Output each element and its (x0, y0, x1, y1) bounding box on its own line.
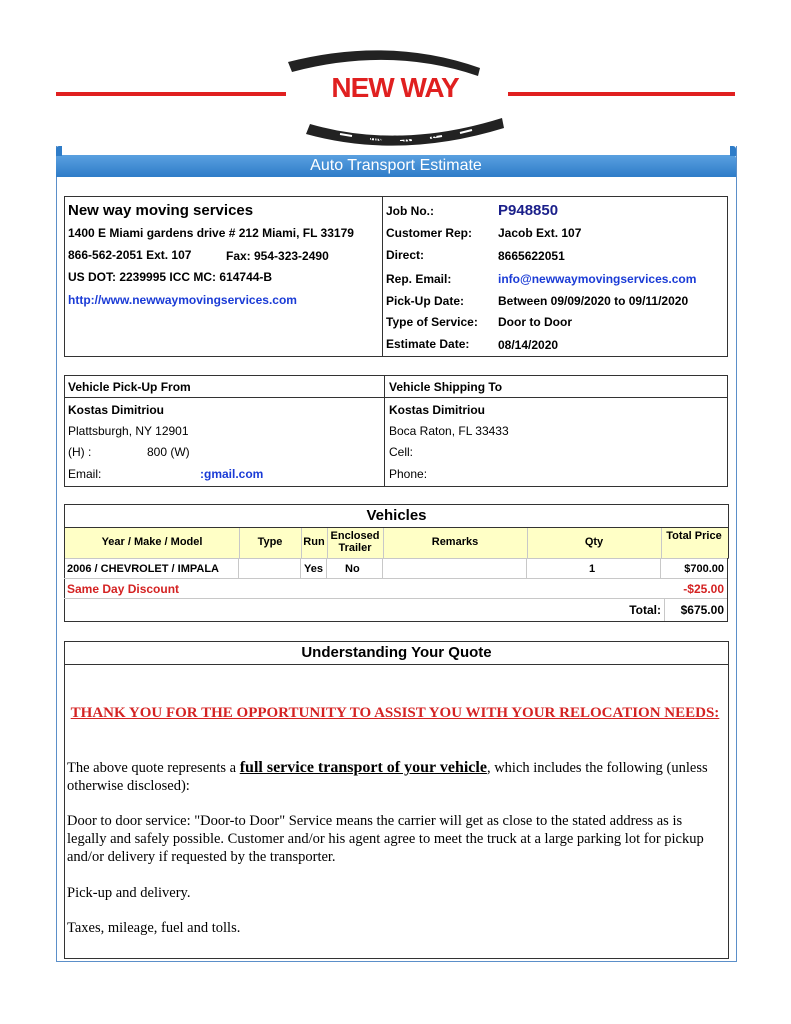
col-enclosed-trailer: Enclosed Trailer (330, 530, 380, 554)
col-type: Type (257, 536, 283, 548)
quote-paragraph-3: Pick-up and delivery. (67, 885, 191, 901)
vehicle-row-sep (300, 558, 301, 578)
col-total-price: Total Price (666, 530, 722, 542)
rep-email-link[interactable]: info@newwaymovingservices.com (498, 272, 697, 286)
total-amount: $675.00 (680, 603, 724, 617)
company-job-divider (382, 196, 383, 356)
rep-value: Jacob Ext. 107 (498, 226, 582, 240)
rep-email-label: Rep. Email: (386, 272, 452, 286)
pickup-email-value[interactable]: :gmail.com (200, 467, 264, 481)
shipping-header: Vehicle Shipping To (389, 380, 503, 394)
company-phone: 866-562-2051 Ext. 107 (68, 248, 192, 262)
quote-paragraph-2: Door to door service: "Door-to Door" Service means the carrier will get as close to the stated address as is legally and safely possible. Customer and/or his agent agree to meet the truck at a large parking lot for pickup and/or delivery if requested by the transporter. (67, 813, 704, 865)
vehicle-row-sep (238, 558, 239, 578)
direct-label: Direct: (386, 248, 425, 262)
pickup-phone-work: 800 (W) (147, 445, 190, 459)
discount-amount: -$25.00 (683, 582, 724, 596)
pickup-date-label: Pick-Up Date: (386, 294, 465, 308)
vehicle-row-rule (64, 578, 727, 579)
quote-paragraph-1 (67, 759, 723, 795)
logo-text: NEW WAY (331, 72, 459, 103)
quote-p1-emphasis: full service transport of your vehicle (239, 759, 487, 776)
estimate-date-value: 08/14/2020 (498, 338, 559, 352)
job-no-label: Job No.: (386, 204, 434, 218)
company-name: New way moving services (68, 202, 254, 219)
company-dot: US DOT: 2239995 ICC MC: 614744-B (68, 270, 273, 284)
vehicles-title: Vehicles (64, 504, 729, 527)
pickup-header: Vehicle Pick-Up From (68, 380, 191, 394)
service-type-label: Type of Service: (386, 315, 478, 329)
shipping-phone: Phone: (389, 467, 428, 481)
vehicle-row-sep (526, 558, 527, 578)
service-type-value: Door to Door (498, 315, 572, 329)
page-title: Auto Transport Estimate (56, 155, 736, 177)
quote-p1-post: , which includes the following (unless otherwise disclosed): (67, 760, 708, 794)
pickup-city: Plattsburgh, NY 12901 (68, 424, 189, 438)
estimate-date-label: Estimate Date: (386, 337, 470, 351)
quote-title: Understanding Your Quote (64, 641, 729, 665)
company-address: 1400 E Miami gardens drive # 212 Miami, FL 33179 (68, 226, 354, 240)
col-year-make-model: Year / Make / Model (101, 536, 203, 548)
vehicle-ymm: 2006 / CHEVROLET / IMPALA (67, 563, 219, 575)
vehicle-run: Yes (304, 563, 323, 575)
vehicle-row-sep (382, 558, 383, 578)
vehicle-row-sep (326, 558, 327, 578)
discount-row-rule (64, 598, 727, 599)
col-qty: Qty (584, 536, 604, 548)
quote-paragraph-4: Taxes, mileage, fuel and tolls. (67, 920, 241, 936)
col-remarks: Remarks (431, 536, 479, 548)
quote-thanks: THANK YOU FOR THE OPPORTUNITY TO ASSIST YOU WITH YOUR RELOCATION NEEDS: (70, 705, 720, 721)
quote-p1-pre: The above quote represents a (67, 760, 240, 776)
pickup-phone-home: (H) : (68, 445, 92, 459)
header-rule-right (508, 92, 735, 96)
shipping-name: Kostas Dimitriou (389, 403, 486, 417)
pickup-shipping-divider (384, 375, 385, 486)
vehicle-price: $700.00 (684, 563, 724, 575)
total-label: Total: (629, 603, 661, 617)
company-fax: Fax: 954-323-2490 (226, 249, 329, 263)
pickup-date-value: Between 09/09/2020 to 09/11/2020 (498, 294, 689, 308)
pickup-shipping-header-rule (64, 397, 727, 398)
direct-value: 8665622051 (498, 249, 565, 263)
vehicles-header-row (64, 527, 729, 559)
vehicle-enclosed: No (345, 563, 360, 575)
job-no-value: P948850 (498, 202, 559, 219)
vehicle-row-sep (660, 558, 661, 578)
total-row-sep (664, 599, 665, 621)
shipping-city: Boca Raton, FL 33433 (389, 424, 509, 438)
rep-label: Customer Rep: (386, 226, 473, 240)
company-logo (280, 42, 510, 150)
shipping-cell: Cell: (389, 445, 414, 459)
discount-label: Same Day Discount (67, 582, 180, 596)
logo-subtext: MOVING SERVICES (352, 134, 438, 144)
vehicle-qty: 1 (589, 563, 596, 575)
pickup-email-label: Email: (68, 467, 102, 481)
header-rule-left (56, 92, 286, 96)
pickup-name: Kostas Dimitriou (68, 403, 165, 417)
company-website-link[interactable]: http://www.newwaymovingservices.com (68, 293, 297, 307)
col-run: Run (303, 536, 325, 548)
